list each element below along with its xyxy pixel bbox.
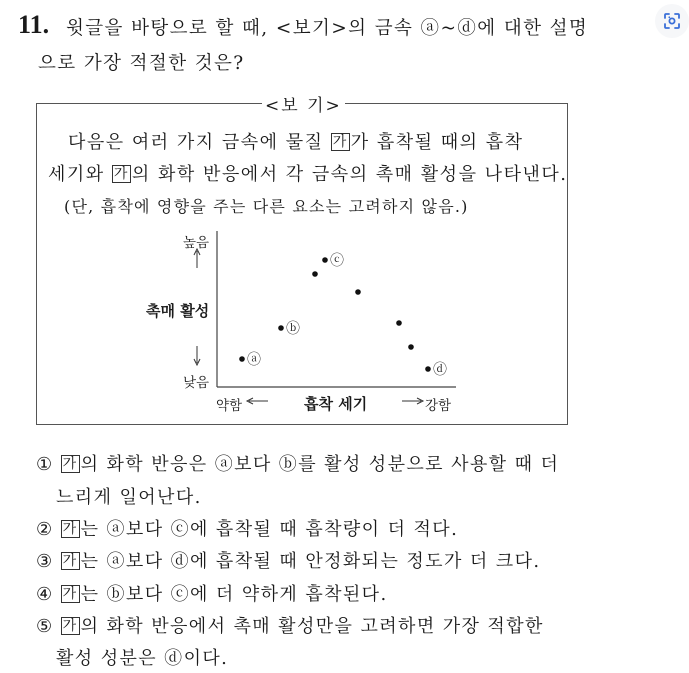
- choice-number: ②: [36, 519, 54, 540]
- choice-number: ④: [36, 584, 54, 605]
- bogi-line2-text-a: 세기와: [48, 164, 112, 185]
- data-point: [355, 289, 361, 295]
- substance-ga-mark: 가: [62, 456, 78, 472]
- choice-5[interactable]: [36, 612, 544, 638]
- data-point: [425, 366, 431, 372]
- choice-2[interactable]: [36, 515, 458, 541]
- data-point-label: ⓓ: [433, 362, 447, 378]
- data-point-label: ⓑ: [286, 321, 300, 337]
- choice-number: ⑤: [36, 616, 54, 637]
- substance-ga-mark: 가: [332, 134, 348, 150]
- bogi-note: (단, 흡착에 영향을 주는 다른 요소는 고려하지 않음.): [64, 197, 469, 216]
- x-axis-title: 흡착 세기: [304, 395, 368, 413]
- data-point-label: ⓐ: [247, 352, 261, 368]
- data-point: [396, 320, 402, 326]
- data-point: [322, 257, 328, 263]
- choice-text: 는 ⓑ보다 ⓒ에 더 약하게 흡착된다.: [80, 584, 388, 605]
- substance-ga-mark: 가: [62, 586, 78, 602]
- y-high-label: 높음: [183, 235, 210, 251]
- question-stem-line2: 으로 가장 적절한 것은?: [38, 53, 245, 74]
- y-axis-title: 촉매 활성: [146, 302, 210, 320]
- data-point: [312, 271, 318, 277]
- choice-4[interactable]: [36, 580, 388, 606]
- substance-ga-mark: 가: [62, 553, 78, 569]
- choice-number: ③: [36, 551, 54, 572]
- choice-number: ①: [36, 454, 54, 475]
- data-point: [278, 325, 284, 331]
- x-low-label: 약함: [216, 398, 243, 414]
- choice-text: 의 화학 반응에서 촉매 활성만을 고려하면 가장 적합한: [80, 616, 544, 637]
- question-number: 11.: [18, 10, 50, 39]
- data-point: [239, 356, 245, 362]
- bogi-title: <보 기>: [262, 91, 345, 116]
- choice-text: 의 화학 반응은 ⓐ보다 ⓑ를 활성 성분으로 사용할 때 더: [80, 454, 560, 475]
- substance-ga-mark: 가: [113, 166, 129, 182]
- choice-3[interactable]: [36, 547, 540, 573]
- choice-5-line2: 활성 성분은 ⓓ이다.: [56, 648, 229, 669]
- choice-1[interactable]: [36, 450, 559, 476]
- bogi-line2-text-b: 의 화학 반응에서 각 금속의 촉매 활성을 나타낸다.: [131, 164, 568, 185]
- data-point: [408, 344, 414, 350]
- bogi-line1-text-b: 가 흡착될 때의 흡착: [350, 132, 524, 153]
- substance-ga-mark: 가: [62, 521, 78, 537]
- y-low-label: 낮음: [183, 375, 210, 391]
- choice-text: 는 ⓐ보다 ⓒ에 흡착될 때 흡착량이 더 적다.: [80, 519, 459, 540]
- substance-ga-mark: 가: [62, 618, 78, 634]
- data-point-label: ⓒ: [330, 253, 344, 269]
- bogi-line1-text-a: 다음은 여러 가지 금속에 물질: [68, 132, 331, 153]
- choice-1-line2: 느리게 일어난다.: [56, 487, 202, 508]
- choice-text: 는 ⓐ보다 ⓓ에 흡착될 때 안정화되는 정도가 더 크다.: [80, 551, 541, 572]
- x-high-label: 강함: [425, 398, 452, 414]
- question-stem-line1: 윗글을 바탕으로 할 때, <보기>의 금속 ⓐ~ⓓ에 대한 설명: [66, 18, 589, 39]
